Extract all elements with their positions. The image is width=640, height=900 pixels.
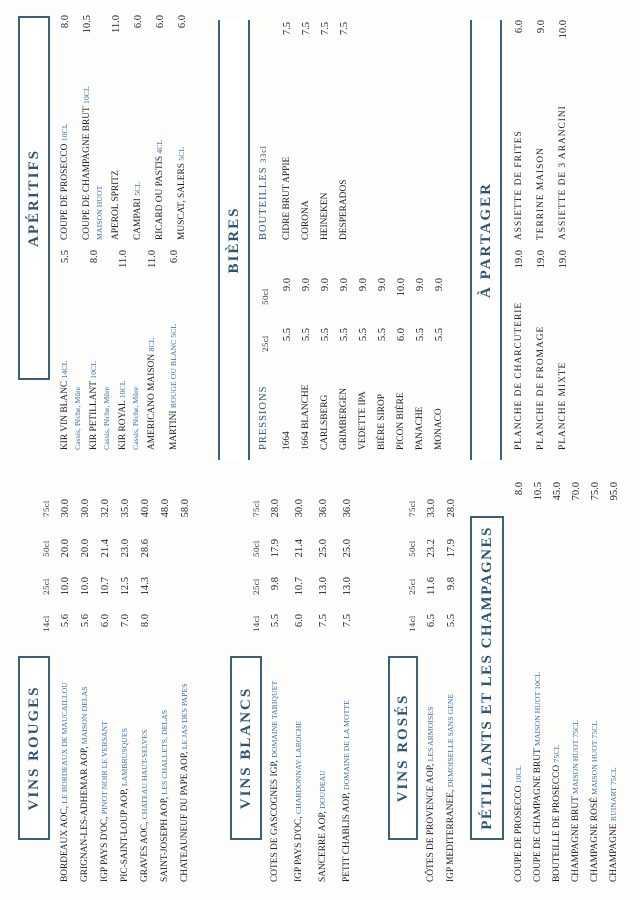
petillant-detail: 10CL <box>514 765 523 784</box>
beer-name: 1664 <box>282 431 292 450</box>
petillant-label: CHAMPAGNE <box>609 821 619 882</box>
bottle-row <box>282 20 297 240</box>
beer-row <box>415 250 430 450</box>
aperitif-label: AMERICANO MAISON <box>147 351 157 450</box>
price: 28.0 <box>270 499 281 518</box>
price: 23.2 <box>426 539 437 558</box>
wine-name-label: CÔTES DE PROVENCE AOP, <box>426 761 436 882</box>
aperitif-size: 10CL <box>89 361 98 379</box>
bottle-row <box>320 20 335 240</box>
aperitif-size: 14CL <box>60 360 69 379</box>
beer-name: PANACHE <box>415 406 425 450</box>
wine-producer: DEMOISELLE SANS GENE <box>446 693 455 788</box>
wine-name-label: IGP PAYS D'OC, <box>100 814 110 882</box>
beer-name: PICON BIÈRE <box>396 392 406 450</box>
price: 23.0 <box>120 539 131 558</box>
section-header-vins-roses: VINS ROSÉS <box>388 656 418 840</box>
aperitif-label: KIR PETILLANT <box>89 378 99 450</box>
price: 6.0 <box>294 614 305 628</box>
column-header: 75cl <box>42 500 51 517</box>
price: 21.4 <box>100 539 111 558</box>
section-header-a-partager: À PARTAGER <box>470 20 502 460</box>
column-header: 50cl <box>261 288 270 305</box>
wine-producer: DOUDEAU <box>318 770 327 809</box>
price: 30.0 <box>294 499 305 518</box>
price: 10.0 <box>396 278 407 297</box>
wine-name-label: GRAVES AOC, <box>140 819 150 882</box>
wine-producer: DOMAINE TARIQUET <box>270 680 279 758</box>
price: 7.5 <box>282 22 293 36</box>
column-header: 25cl <box>408 578 417 595</box>
aperitif-label: KIR VIN BLANC <box>60 378 70 450</box>
price: 25.0 <box>342 539 353 558</box>
petillant-label: COUPE DE PROSECCO <box>514 783 524 882</box>
price: 28.0 <box>446 499 457 518</box>
aperitif-label: COUPE DE CHAMPAGNE BRUT <box>82 104 92 240</box>
petillant-detail: MAISON HUOT 10CL <box>533 672 542 747</box>
aperitif-size: 10CL <box>82 86 91 105</box>
share-row <box>536 20 551 240</box>
price: 7.5 <box>339 22 350 36</box>
price: 10.0 <box>60 577 71 596</box>
wine-producer: LES CHALLETS, DELAS <box>160 709 169 795</box>
wine-name-label: BORDEAUX AOC, <box>60 803 70 882</box>
beer-name: MONACO <box>434 408 444 450</box>
aperitif-name <box>155 140 165 240</box>
beer-row <box>434 250 449 450</box>
share-name: ASSIETTE DE FRITES <box>514 130 524 240</box>
column-header: 75cl <box>252 500 261 517</box>
wine-name <box>318 770 328 882</box>
aperitif-size: 8CL <box>147 337 156 352</box>
bottle-name: CORONA <box>301 200 311 240</box>
price: 7.5 <box>301 22 312 36</box>
price: 6.0 <box>100 614 111 628</box>
petillant-label: CHAMPAGNE BRUT <box>571 793 581 882</box>
bottle-name: DESPERADOS <box>339 179 349 240</box>
bouteilles-size: 33cl <box>259 145 268 163</box>
aperitif-size: 10CL <box>60 123 69 142</box>
aperitif-size: 10CL <box>118 380 127 399</box>
wine-producer: LE BORDEAUX DE MAUCAILLOU <box>60 682 69 804</box>
petillant-name <box>514 766 524 882</box>
price: 10.0 <box>558 20 569 39</box>
wine-name <box>446 694 456 882</box>
price: 7.5 <box>320 22 331 36</box>
wine-producer: DOMAINE DE LA MOTTE <box>342 700 351 790</box>
price: 9.0 <box>301 278 312 292</box>
aperitif-name <box>118 381 128 451</box>
petillant-row <box>533 462 548 882</box>
price: 11.0 <box>147 250 158 268</box>
beer-row <box>339 250 354 450</box>
price: 25.0 <box>318 539 329 558</box>
wine-name <box>100 721 110 882</box>
price: 17.9 <box>446 539 457 558</box>
column-header: 75cl <box>408 500 417 517</box>
price: 19.0 <box>514 250 525 269</box>
price: 11.0 <box>111 15 122 33</box>
section-header-petillants: PÉTILLANTS ET LES CHAMPAGNES <box>470 516 504 840</box>
column-header: 50cl <box>408 540 417 557</box>
bottle-row <box>301 20 316 240</box>
price: 5.6 <box>60 614 71 628</box>
price: 36.0 <box>342 499 353 518</box>
wine-name <box>180 683 190 882</box>
wine-name-label: CHATEAUNEUF DU PAPE AOP, <box>180 749 190 882</box>
petillant-name <box>552 745 562 882</box>
wine-name <box>270 681 280 882</box>
beer-name: CARLSBERG <box>320 394 330 450</box>
aperitif-row <box>177 0 192 240</box>
petillant-detail: 75CL <box>552 744 561 763</box>
price: 6.0 <box>169 250 180 264</box>
aperitif-name <box>89 361 99 450</box>
wine-name-label: SANCERRE AOP, <box>318 808 328 882</box>
aperitif-row <box>111 0 126 240</box>
price: 30.0 <box>60 499 71 518</box>
aperitif-label: MARTINI <box>169 408 179 450</box>
wine-name-label: PETIT CHABLIS AOP, <box>342 789 352 882</box>
price: 10.5 <box>82 15 93 34</box>
price: 9.8 <box>270 577 281 591</box>
price: 40.0 <box>140 499 151 518</box>
price: 8.0 <box>514 482 525 496</box>
aperitif-name <box>111 170 121 240</box>
share-name: ASSIETTE DE 3 ARANCINI <box>558 105 568 240</box>
wine-name-label: SAINT-JOSEPH AOP, <box>160 794 170 882</box>
column-header: 14cl <box>252 615 261 632</box>
price: 19.0 <box>558 250 569 269</box>
price: 48.0 <box>160 499 171 518</box>
column-header: 25cl <box>42 578 51 595</box>
price: 10.5 <box>533 482 544 501</box>
price: 6.0 <box>133 15 144 29</box>
petillant-row <box>590 462 605 882</box>
price: 5.5 <box>339 328 350 342</box>
bottle-row <box>339 20 354 240</box>
aperitif-row <box>133 0 148 240</box>
petillant-label: CHAMPAGNE ROSÉ <box>590 794 600 882</box>
wine-producer: CHARDONNAY LAROCHE <box>294 720 303 815</box>
price: 11.6 <box>426 577 437 595</box>
column-header: 25cl <box>261 335 270 352</box>
share-row <box>558 20 573 240</box>
aperitif-note: Cassis, Pêche, Mûre <box>73 386 82 450</box>
aperitif-label: RICARD OU PASTIS <box>155 153 165 240</box>
price: 8.0 <box>89 250 100 264</box>
price: 6.0 <box>155 15 166 29</box>
price: 5.5 <box>301 328 312 342</box>
petillant-label: COUPE DE CHAMPAGNE BRUT <box>533 746 543 882</box>
price: 58.0 <box>180 499 191 518</box>
price: 10.0 <box>80 577 91 596</box>
aperitif-size: 4CL <box>155 139 164 154</box>
price: 5.5 <box>60 250 71 264</box>
wine-name-label: PIC-SAINT-LOUP AOP, <box>120 786 130 882</box>
price: 5.5 <box>320 328 331 342</box>
beer-row <box>377 250 392 450</box>
aperitif-label: APEROL SPRITZ <box>111 170 121 240</box>
price: 9.0 <box>536 20 547 34</box>
aperitif-name <box>177 147 187 240</box>
bottle-name: HEINEKEN <box>320 192 330 240</box>
wine-name <box>426 707 436 882</box>
aperitif-label: CAMPARI <box>133 195 143 240</box>
petillant-name <box>609 767 619 882</box>
price: 8.0 <box>60 15 71 29</box>
share-name: TERRINE MAISON <box>536 147 546 240</box>
price: 6.0 <box>396 328 407 342</box>
price: 20.0 <box>80 539 91 558</box>
beer-name: BIÈRE SIROP <box>377 394 387 450</box>
aperitif-name <box>60 124 70 240</box>
price: 14.3 <box>140 577 151 596</box>
price: 21.4 <box>294 539 305 558</box>
share-name: PLANCHE DE CHARCUTERIE <box>514 301 524 450</box>
aperitif-note: MAISON HUOT <box>95 185 104 240</box>
price: 6.5 <box>426 614 437 628</box>
price: 17.9 <box>270 539 281 558</box>
aperitif-row <box>82 0 104 240</box>
wine-producer: PINOT NOIR LE VERSANT <box>100 721 109 815</box>
price: 5.5 <box>446 614 457 628</box>
share-row <box>558 230 573 450</box>
wine-producer: LAMBRUSQUES <box>120 728 129 787</box>
petillant-row <box>514 462 529 882</box>
price: 5.5 <box>358 328 369 342</box>
aperitif-name <box>169 324 179 450</box>
price: 7.5 <box>342 614 353 628</box>
wine-name <box>294 721 304 882</box>
wine-producer: CHATEAU HAUT-SELVES <box>140 729 149 820</box>
wine-name <box>160 710 170 882</box>
price: 11.0 <box>118 250 129 268</box>
aperitif-size: 5CL <box>133 181 142 196</box>
aperitif-row <box>155 0 170 240</box>
price: 8.0 <box>140 614 151 628</box>
petillant-detail: MAISON HUOT 75CL <box>571 720 580 794</box>
column-header: 14cl <box>42 615 51 632</box>
price: 33.0 <box>426 499 437 518</box>
column-header: 50cl <box>42 540 51 557</box>
wine-name-label: IGP PAYS D'OC, <box>294 814 304 882</box>
price: 9.0 <box>339 278 350 292</box>
petillant-row <box>571 462 586 882</box>
wine-name <box>342 700 352 882</box>
price: 9.0 <box>377 278 388 292</box>
price: 12.5 <box>120 577 131 596</box>
price: 5.5 <box>377 328 388 342</box>
wine-name <box>80 686 90 882</box>
price: 9.0 <box>434 278 445 292</box>
petillant-detail: MAISON HUOT 75CL <box>590 720 599 795</box>
column-header: 50cl <box>252 540 261 557</box>
section-header-vins-blancs: VINS BLANCS <box>230 656 262 840</box>
petillant-row <box>609 462 624 882</box>
petillant-detail: RUINART 75CL <box>609 767 618 822</box>
bottle-name: CIDRE BRUT APPIE <box>282 156 292 240</box>
column-header: 25cl <box>252 578 261 595</box>
price: 9.0 <box>282 278 293 292</box>
beer-name: 1664 BLANCHE <box>301 384 311 450</box>
price: 19.0 <box>536 250 547 269</box>
price: 36.0 <box>318 499 329 518</box>
price: 9.0 <box>415 278 426 292</box>
aperitif-name <box>60 361 70 450</box>
price: 6.0 <box>514 20 525 34</box>
pressions-header: PRESSIONS <box>258 385 269 450</box>
petillant-label: BOUTEILLE DE PROSECCO <box>552 762 562 882</box>
price: 32.0 <box>100 499 111 518</box>
wine-producer: LES ARMOISES <box>426 706 435 762</box>
share-row <box>514 230 529 450</box>
price: 5.5 <box>434 328 445 342</box>
wine-producer: LE JAS DES PAPES <box>180 683 189 750</box>
aperitif-label: COUPE DE PROSECCO <box>60 141 70 240</box>
aperitif-name <box>133 182 143 240</box>
column-header: 14cl <box>408 615 417 632</box>
price: 30.0 <box>80 499 91 518</box>
section-header-aperitifs: APÉRITIFS <box>18 16 50 380</box>
petillant-name <box>571 720 581 882</box>
price: 5.5 <box>415 328 426 342</box>
price: 5.5 <box>282 328 293 342</box>
aperitif-label: MUSCAT, SALERS <box>177 160 187 240</box>
aperitif-name <box>147 338 157 450</box>
price: 70.0 <box>571 482 582 501</box>
bouteilles-label: BOUTEILLES <box>258 162 269 240</box>
beer-name: GRIMBERGEN <box>339 388 349 450</box>
wine-name <box>120 728 130 882</box>
share-name: PLANCHE MIXTE <box>558 361 568 450</box>
price: 7.0 <box>120 614 131 628</box>
wine-name-label: COTES DE GASCOGNES IGP, <box>270 757 280 882</box>
aperitif-note: Cassis, Pêche, Mûre <box>102 386 111 450</box>
price: 13.0 <box>318 577 329 596</box>
wine-name-label: IGP MEDITERRANEE, <box>446 787 456 882</box>
price: 35.0 <box>120 499 131 518</box>
price: 95.0 <box>609 482 620 501</box>
share-name: PLANCHE DE FROMAGE <box>536 325 546 450</box>
beer-name: VEDETTE IPA <box>358 391 368 450</box>
price: 10.7 <box>294 577 305 596</box>
price: 6.0 <box>177 15 188 29</box>
price: 20.0 <box>60 539 71 558</box>
price: 28.6 <box>140 539 151 558</box>
price: 5.5 <box>270 614 281 628</box>
price: 7.5 <box>318 614 329 628</box>
petillant-name <box>590 721 600 882</box>
aperitif-row <box>60 0 75 240</box>
petillant-name <box>533 672 543 882</box>
aperitif-size: 5CL <box>177 146 186 161</box>
wine-producer: MAISON DELAS <box>80 686 89 745</box>
wine-name <box>60 682 70 882</box>
aperitif-note: Cassis, Pêche, Mûre <box>131 386 140 450</box>
bouteilles-header <box>258 145 269 240</box>
section-header-vins-rouges: VINS ROUGES <box>18 656 50 840</box>
price: 45.0 <box>552 482 563 501</box>
beer-row <box>282 250 297 450</box>
wine-name-label: GRIGNAN-LES-ADHEMAR AOP, <box>80 744 90 882</box>
aperitif-label: KIR ROYAL <box>118 398 128 450</box>
petillant-row <box>552 462 567 882</box>
beer-row <box>320 250 335 450</box>
aperitif-size: ROUGE OU BLANC 5CL <box>169 323 178 409</box>
section-header-bieres: BIÈRES <box>218 20 250 460</box>
aperitif-name <box>82 86 92 240</box>
beer-row <box>358 250 373 450</box>
price: 13.0 <box>342 577 353 596</box>
price: 9.0 <box>320 278 331 292</box>
beer-row <box>301 250 316 450</box>
beer-row <box>396 250 411 450</box>
price: 9.8 <box>446 577 457 591</box>
price: 10.7 <box>100 577 111 596</box>
wine-name <box>140 730 150 882</box>
share-row <box>514 20 529 240</box>
price: 5.6 <box>80 614 91 628</box>
price: 75.0 <box>590 482 601 501</box>
price: 9.0 <box>358 278 369 292</box>
share-row <box>536 230 551 450</box>
